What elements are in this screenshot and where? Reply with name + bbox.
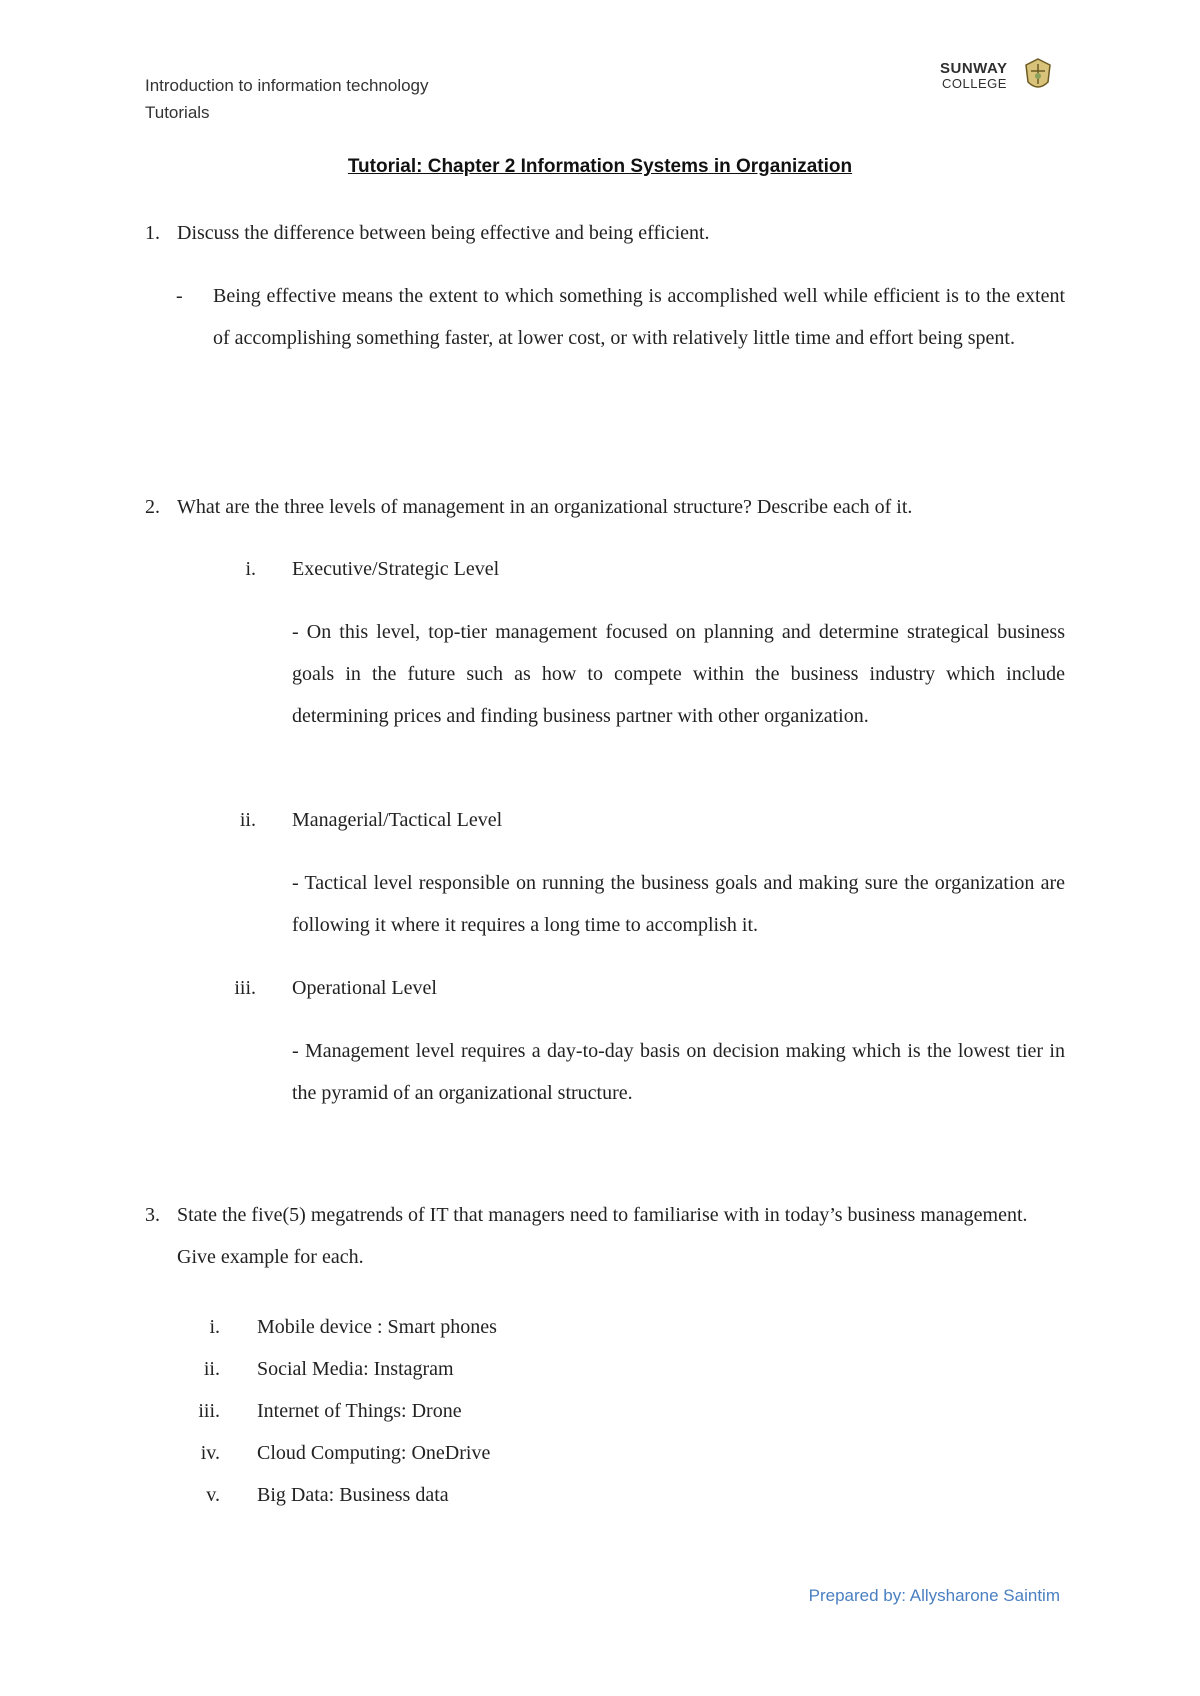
q3-item-number: ii. [203, 1358, 220, 1380]
author-name: Allysharone Saintim [909, 1586, 1060, 1605]
q2-item-description: - On this level, top-tier management focused on planning and determine strategical business goals in the future such as how to compete within the business industry which include determining prices and finding business partner with other organization. [292, 621, 1065, 727]
q2-question: What are the three levels of management in an organizational structure? Describe each of it. [177, 496, 913, 518]
q2-item-label: Operational Level [292, 977, 437, 999]
q3-item-number: v. [206, 1484, 220, 1506]
q3-item-number: iii. [198, 1400, 220, 1422]
q3-item-text: Cloud Computing: OneDrive [257, 1442, 491, 1464]
q3-item-text: Social Media: Instagram [257, 1358, 454, 1380]
q3-question: State the five(5) megatrends of IT that managers need to familiarise with in today’s business management. Give example for each. [177, 1204, 1028, 1268]
q1-number: 1. [145, 222, 160, 244]
crest-icon [1018, 56, 1058, 96]
q2-item-description: - Tactical level responsible on running the business goals and making sure the organization are following it where it requires a long time to accomplish it. [292, 872, 1065, 936]
logo-line2: COLLEGE [942, 76, 1007, 91]
q1-answer: Being effective means the extent to which something is accomplished well while efficient is to the extent of accomplishing something faster, at lower cost, or with relatively little time and effort being spent. [213, 285, 1065, 349]
q3-item-number: i. [209, 1316, 220, 1338]
q3-item-text: Internet of Things: Drone [257, 1400, 462, 1422]
q2-item-label: Managerial/Tactical Level [292, 809, 503, 831]
q1-answer-dash: - [176, 285, 183, 307]
q2-item-description: - Management level requires a day-to-day basis on decision making which is the lowest tier in the pyramid of an organizational structure. [292, 1040, 1065, 1104]
q2-number: 2. [145, 496, 160, 518]
q3-item-number: iv. [200, 1442, 220, 1464]
q2-item-number: ii. [239, 809, 256, 831]
page-title: Tutorial: Chapter 2 Information Systems in Organization [347, 156, 853, 177]
prepared-by-footer [809, 1586, 1060, 1606]
prepared-by-label: Prepared by: [808, 1586, 906, 1605]
q3-item-text: Big Data: Business data [257, 1484, 449, 1506]
q3-item-text: Mobile device : Smart phones [257, 1316, 497, 1338]
document-header [145, 72, 429, 126]
q1-question: Discuss the difference between being effective and being efficient. [177, 222, 710, 244]
q2-item-label: Executive/Strategic Level [292, 558, 500, 580]
q3-number: 3. [145, 1204, 160, 1226]
q2-item-number: iii. [234, 977, 256, 999]
course-title: Introduction to information technology [145, 76, 429, 95]
sunway-college-logo [940, 56, 1060, 100]
header-subtitle: Tutorials [145, 103, 210, 122]
logo-line1: SUNWAY [940, 60, 1008, 77]
q2-item-number: i. [245, 558, 256, 580]
